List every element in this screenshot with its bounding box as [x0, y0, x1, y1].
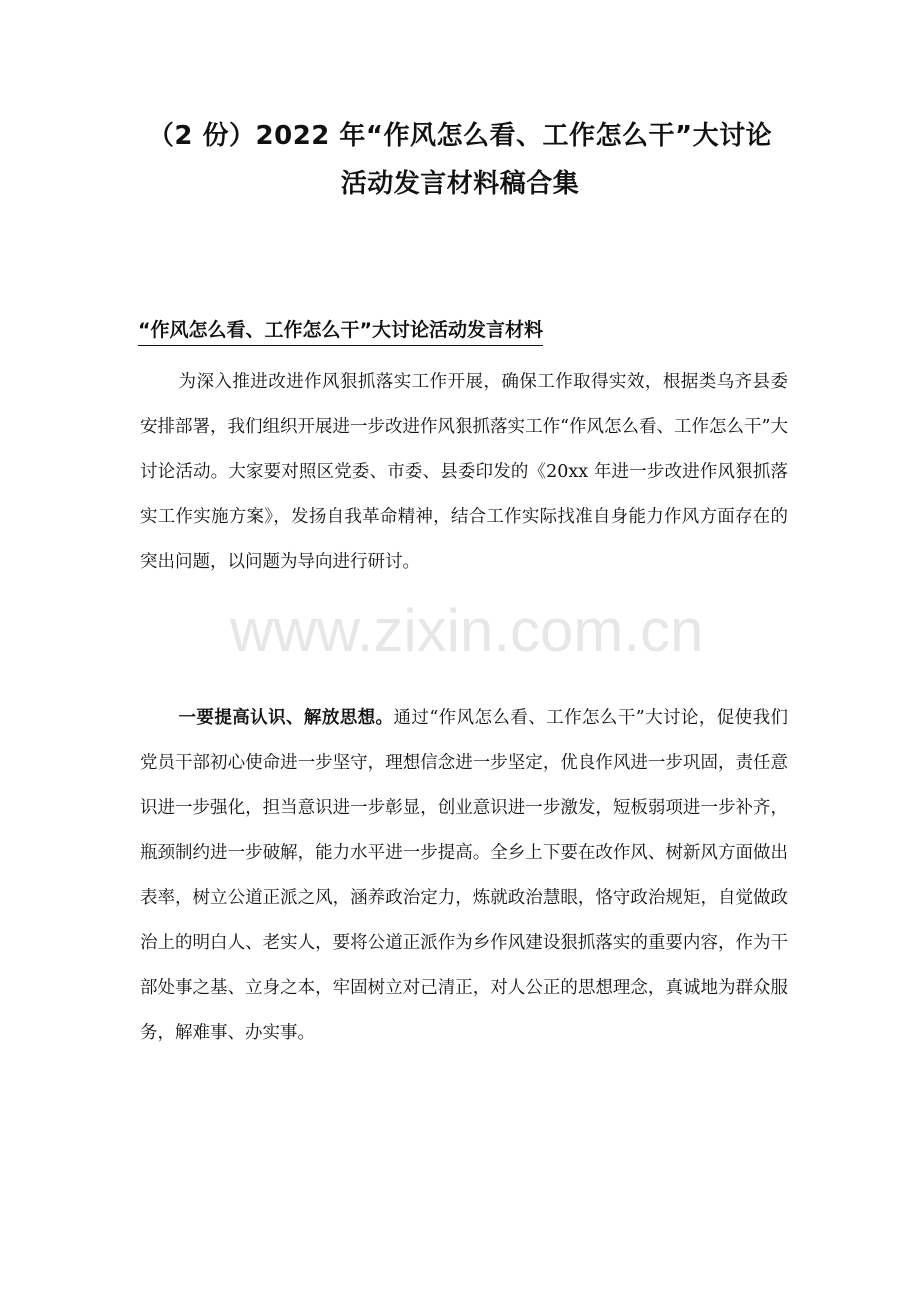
paragraph-2-body: 通过“作风怎么看、工作怎么干”大讨论，促使我们党员干部初心使命进一步坚守，理想信念进一步坚定，优良作风进一步巩固，责任意识进一步强化，担当意识进一步彰显，创业意识进一步激发，短板弱项进一步补齐，瓶颈制约进一步破解，能力水平进一步提高。全乡上下要在改作风、树新风方面做出表率，树立公道正派之风，涵养政治定力，炼就政治慧眼，恪守政治规矩，自觉做政治上的明白人、老实人，要将公道正派作为乡作风建设狠抓落实的重要内容，作为干部处事之基、立身之本，牢固树立对己清正，对人公正的思想理念，真诚地为群众服务，解难事、办实事。: [140, 708, 788, 1043]
title-line-1: （2 份）2022 年“作风怎么看、工作怎么干”大讨论: [147, 121, 773, 151]
document-title: [100, 112, 820, 208]
paragraph-2: [140, 696, 788, 1056]
paragraph-2-lead: 一要提高认识、解放思想。: [178, 708, 394, 728]
watermark-text: www.zixin.com.cn: [230, 597, 704, 664]
paragraph-1: 为深入推进改进作风狠抓落实工作开展，确保工作取得实效，根据类乌齐县委安排部署，我们组织开展进一步改进作风狠抓落实工作“作风怎么看、工作怎么干”大讨论活动。大家要对照区党委、市委、县委印发的《20xx 年进一步改进作风狠抓落实工作实施方案》，发扬自我革命精神，结合工作实际找准自身能力作风方面存在的突出问题，以问题为导向进行研讨。: [140, 372, 788, 572]
title-line-2: 活动发言材料稿合集: [340, 169, 580, 199]
section-heading: “作风怎么看、工作怎么干”大讨论活动发言材料: [138, 315, 543, 346]
